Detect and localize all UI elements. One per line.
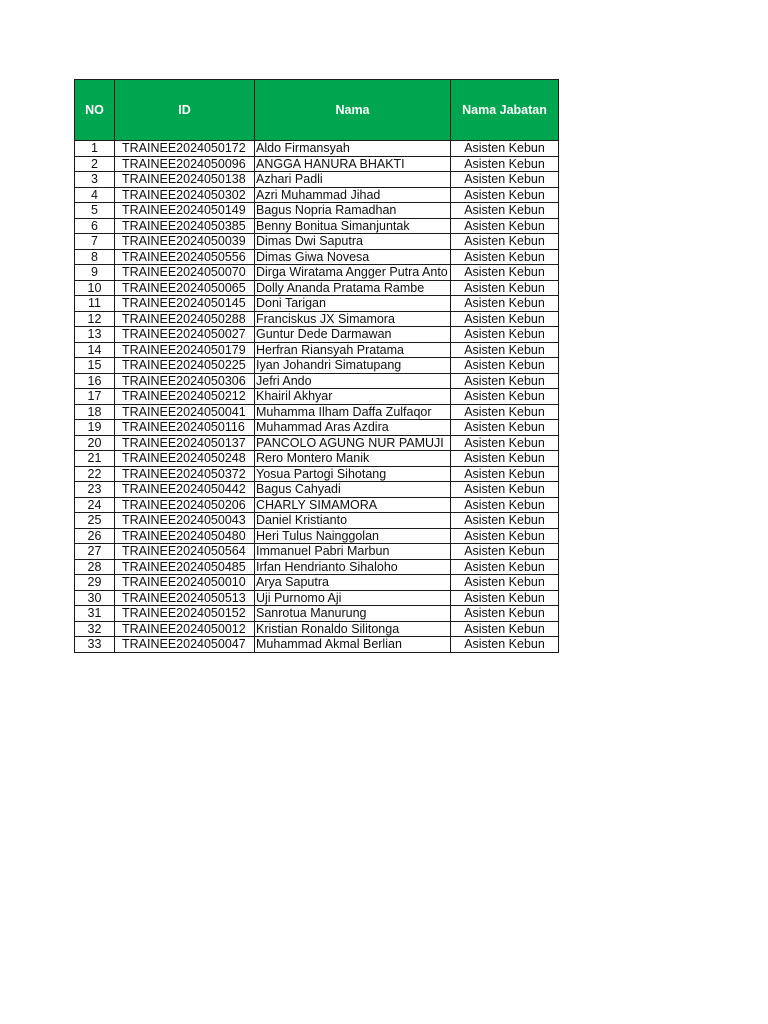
cell-nama: PANCOLO AGUNG NUR PAMUJI	[255, 435, 451, 451]
cell-no: 5	[75, 203, 115, 219]
cell-nama: Muhamma Ilham Daffa Zulfaqor	[255, 404, 451, 420]
cell-id: TRAINEE2024050442	[115, 482, 255, 498]
cell-jabatan: Asisten Kebun	[451, 218, 559, 234]
cell-id: TRAINEE2024050047	[115, 637, 255, 653]
cell-jabatan: Asisten Kebun	[451, 389, 559, 405]
cell-id: TRAINEE2024050041	[115, 404, 255, 420]
table-header	[75, 80, 559, 141]
cell-id: TRAINEE2024050513	[115, 590, 255, 606]
table-row	[75, 497, 559, 513]
cell-id: TRAINEE2024050302	[115, 187, 255, 203]
table-row	[75, 404, 559, 420]
cell-nama: Kristian Ronaldo Silitonga	[255, 621, 451, 637]
cell-jabatan: Asisten Kebun	[451, 342, 559, 358]
cell-id: TRAINEE2024050206	[115, 497, 255, 513]
table-row	[75, 559, 559, 575]
cell-jabatan: Asisten Kebun	[451, 327, 559, 343]
cell-nama: Dimas Dwi Saputra	[255, 234, 451, 250]
cell-nama: Heri Tulus Nainggolan	[255, 528, 451, 544]
cell-nama: Bagus Nopria Ramadhan	[255, 203, 451, 219]
cell-no: 8	[75, 249, 115, 265]
table-row	[75, 373, 559, 389]
cell-nama: Dimas Giwa Novesa	[255, 249, 451, 265]
cell-jabatan: Asisten Kebun	[451, 156, 559, 172]
cell-jabatan: Asisten Kebun	[451, 466, 559, 482]
table-row	[75, 296, 559, 312]
cell-no: 22	[75, 466, 115, 482]
table-row	[75, 528, 559, 544]
cell-jabatan: Asisten Kebun	[451, 420, 559, 436]
cell-jabatan: Asisten Kebun	[451, 141, 559, 157]
cell-id: TRAINEE2024050149	[115, 203, 255, 219]
table-row	[75, 249, 559, 265]
table-row	[75, 172, 559, 188]
cell-no: 1	[75, 141, 115, 157]
cell-id: TRAINEE2024050116	[115, 420, 255, 436]
cell-no: 13	[75, 327, 115, 343]
table-row	[75, 389, 559, 405]
cell-nama: Rero Montero Manik	[255, 451, 451, 467]
cell-id: TRAINEE2024050152	[115, 606, 255, 622]
cell-id: TRAINEE2024050248	[115, 451, 255, 467]
cell-nama: Muhammad Akmal Berlian	[255, 637, 451, 653]
cell-nama: Iyan Johandri Simatupang	[255, 358, 451, 374]
cell-nama: Bagus Cahyadi	[255, 482, 451, 498]
cell-nama: Irfan Hendrianto Sihaloho	[255, 559, 451, 575]
cell-nama: Azri Muhammad Jihad	[255, 187, 451, 203]
cell-nama: Franciskus JX Simamora	[255, 311, 451, 327]
table-row	[75, 265, 559, 281]
header-row	[75, 80, 559, 141]
cell-jabatan: Asisten Kebun	[451, 451, 559, 467]
cell-no: 17	[75, 389, 115, 405]
cell-no: 25	[75, 513, 115, 529]
cell-jabatan: Asisten Kebun	[451, 296, 559, 312]
table-row	[75, 141, 559, 157]
table-row	[75, 466, 559, 482]
cell-jabatan: Asisten Kebun	[451, 187, 559, 203]
cell-id: TRAINEE2024050065	[115, 280, 255, 296]
cell-nama: Herfran Riansyah Pratama	[255, 342, 451, 358]
cell-id: TRAINEE2024050288	[115, 311, 255, 327]
cell-no: 10	[75, 280, 115, 296]
cell-id: TRAINEE2024050564	[115, 544, 255, 560]
table-row	[75, 311, 559, 327]
table-row	[75, 187, 559, 203]
table-row	[75, 590, 559, 606]
cell-no: 4	[75, 187, 115, 203]
cell-nama: Jefri Ando	[255, 373, 451, 389]
cell-id: TRAINEE2024050172	[115, 141, 255, 157]
header-jabatan: Nama Jabatan	[451, 80, 559, 141]
cell-no: 21	[75, 451, 115, 467]
cell-id: TRAINEE2024050480	[115, 528, 255, 544]
cell-jabatan: Asisten Kebun	[451, 621, 559, 637]
cell-id: TRAINEE2024050027	[115, 327, 255, 343]
cell-jabatan: Asisten Kebun	[451, 203, 559, 219]
table-row	[75, 203, 559, 219]
cell-no: 24	[75, 497, 115, 513]
cell-jabatan: Asisten Kebun	[451, 513, 559, 529]
cell-id: TRAINEE2024050043	[115, 513, 255, 529]
cell-id: TRAINEE2024050012	[115, 621, 255, 637]
cell-no: 26	[75, 528, 115, 544]
cell-jabatan: Asisten Kebun	[451, 404, 559, 420]
cell-nama: Aldo Firmansyah	[255, 141, 451, 157]
cell-id: TRAINEE2024050145	[115, 296, 255, 312]
table-row	[75, 342, 559, 358]
cell-jabatan: Asisten Kebun	[451, 497, 559, 513]
table-row	[75, 234, 559, 250]
cell-jabatan: Asisten Kebun	[451, 575, 559, 591]
table-row	[75, 606, 559, 622]
cell-jabatan: Asisten Kebun	[451, 606, 559, 622]
cell-no: 31	[75, 606, 115, 622]
cell-id: TRAINEE2024050212	[115, 389, 255, 405]
cell-nama: Yosua Partogi Sihotang	[255, 466, 451, 482]
cell-no: 14	[75, 342, 115, 358]
cell-id: TRAINEE2024050372	[115, 466, 255, 482]
cell-jabatan: Asisten Kebun	[451, 311, 559, 327]
cell-id: TRAINEE2024050010	[115, 575, 255, 591]
table-row	[75, 435, 559, 451]
cell-jabatan: Asisten Kebun	[451, 373, 559, 389]
cell-nama: Dolly Ananda Pratama Rambe	[255, 280, 451, 296]
trainee-table	[74, 79, 559, 653]
cell-jabatan: Asisten Kebun	[451, 590, 559, 606]
table-row	[75, 482, 559, 498]
cell-nama: Immanuel Pabri Marbun	[255, 544, 451, 560]
table-row	[75, 358, 559, 374]
cell-jabatan: Asisten Kebun	[451, 528, 559, 544]
cell-no: 30	[75, 590, 115, 606]
cell-jabatan: Asisten Kebun	[451, 234, 559, 250]
cell-id: TRAINEE2024050306	[115, 373, 255, 389]
cell-nama: Khairil Akhyar	[255, 389, 451, 405]
table-row	[75, 513, 559, 529]
cell-nama: Muhammad Aras Azdira	[255, 420, 451, 436]
cell-jabatan: Asisten Kebun	[451, 435, 559, 451]
table-row	[75, 637, 559, 653]
cell-no: 7	[75, 234, 115, 250]
cell-no: 29	[75, 575, 115, 591]
cell-id: TRAINEE2024050179	[115, 342, 255, 358]
cell-jabatan: Asisten Kebun	[451, 249, 559, 265]
cell-jabatan: Asisten Kebun	[451, 172, 559, 188]
cell-nama: Dirga Wiratama Angger Putra Anto	[255, 265, 451, 281]
cell-nama: Uji Purnomo Aji	[255, 590, 451, 606]
cell-nama: Guntur Dede Darmawan	[255, 327, 451, 343]
cell-no: 16	[75, 373, 115, 389]
cell-no: 20	[75, 435, 115, 451]
cell-nama: Azhari Padli	[255, 172, 451, 188]
cell-nama: Arya Saputra	[255, 575, 451, 591]
cell-id: TRAINEE2024050485	[115, 559, 255, 575]
cell-no: 27	[75, 544, 115, 560]
cell-nama: Doni Tarigan	[255, 296, 451, 312]
cell-nama: ANGGA HANURA BHAKTI	[255, 156, 451, 172]
table-row	[75, 327, 559, 343]
table-row	[75, 575, 559, 591]
cell-jabatan: Asisten Kebun	[451, 559, 559, 575]
table-row	[75, 621, 559, 637]
cell-no: 23	[75, 482, 115, 498]
cell-no: 11	[75, 296, 115, 312]
cell-jabatan: Asisten Kebun	[451, 280, 559, 296]
cell-id: TRAINEE2024050039	[115, 234, 255, 250]
cell-id: TRAINEE2024050556	[115, 249, 255, 265]
cell-no: 33	[75, 637, 115, 653]
cell-no: 28	[75, 559, 115, 575]
cell-no: 2	[75, 156, 115, 172]
table-row	[75, 420, 559, 436]
table-row	[75, 218, 559, 234]
cell-jabatan: Asisten Kebun	[451, 482, 559, 498]
cell-nama: Daniel Kristianto	[255, 513, 451, 529]
table-row	[75, 451, 559, 467]
cell-id: TRAINEE2024050096	[115, 156, 255, 172]
cell-jabatan: Asisten Kebun	[451, 265, 559, 281]
cell-no: 19	[75, 420, 115, 436]
table-row	[75, 280, 559, 296]
cell-jabatan: Asisten Kebun	[451, 637, 559, 653]
cell-nama: Sanrotua Manurung	[255, 606, 451, 622]
cell-id: TRAINEE2024050225	[115, 358, 255, 374]
cell-no: 12	[75, 311, 115, 327]
cell-no: 9	[75, 265, 115, 281]
cell-id: TRAINEE2024050138	[115, 172, 255, 188]
cell-no: 15	[75, 358, 115, 374]
cell-nama: Benny Bonitua Simanjuntak	[255, 218, 451, 234]
cell-jabatan: Asisten Kebun	[451, 544, 559, 560]
cell-no: 18	[75, 404, 115, 420]
cell-no: 3	[75, 172, 115, 188]
cell-no: 6	[75, 218, 115, 234]
cell-id: TRAINEE2024050385	[115, 218, 255, 234]
cell-jabatan: Asisten Kebun	[451, 358, 559, 374]
header-nama: Nama	[255, 80, 451, 141]
table-body	[75, 141, 559, 653]
header-id: ID	[115, 80, 255, 141]
table-row	[75, 544, 559, 560]
cell-id: TRAINEE2024050070	[115, 265, 255, 281]
table-row	[75, 156, 559, 172]
header-no: NO	[75, 80, 115, 141]
cell-nama: CHARLY SIMAMORA	[255, 497, 451, 513]
cell-no: 32	[75, 621, 115, 637]
cell-id: TRAINEE2024050137	[115, 435, 255, 451]
